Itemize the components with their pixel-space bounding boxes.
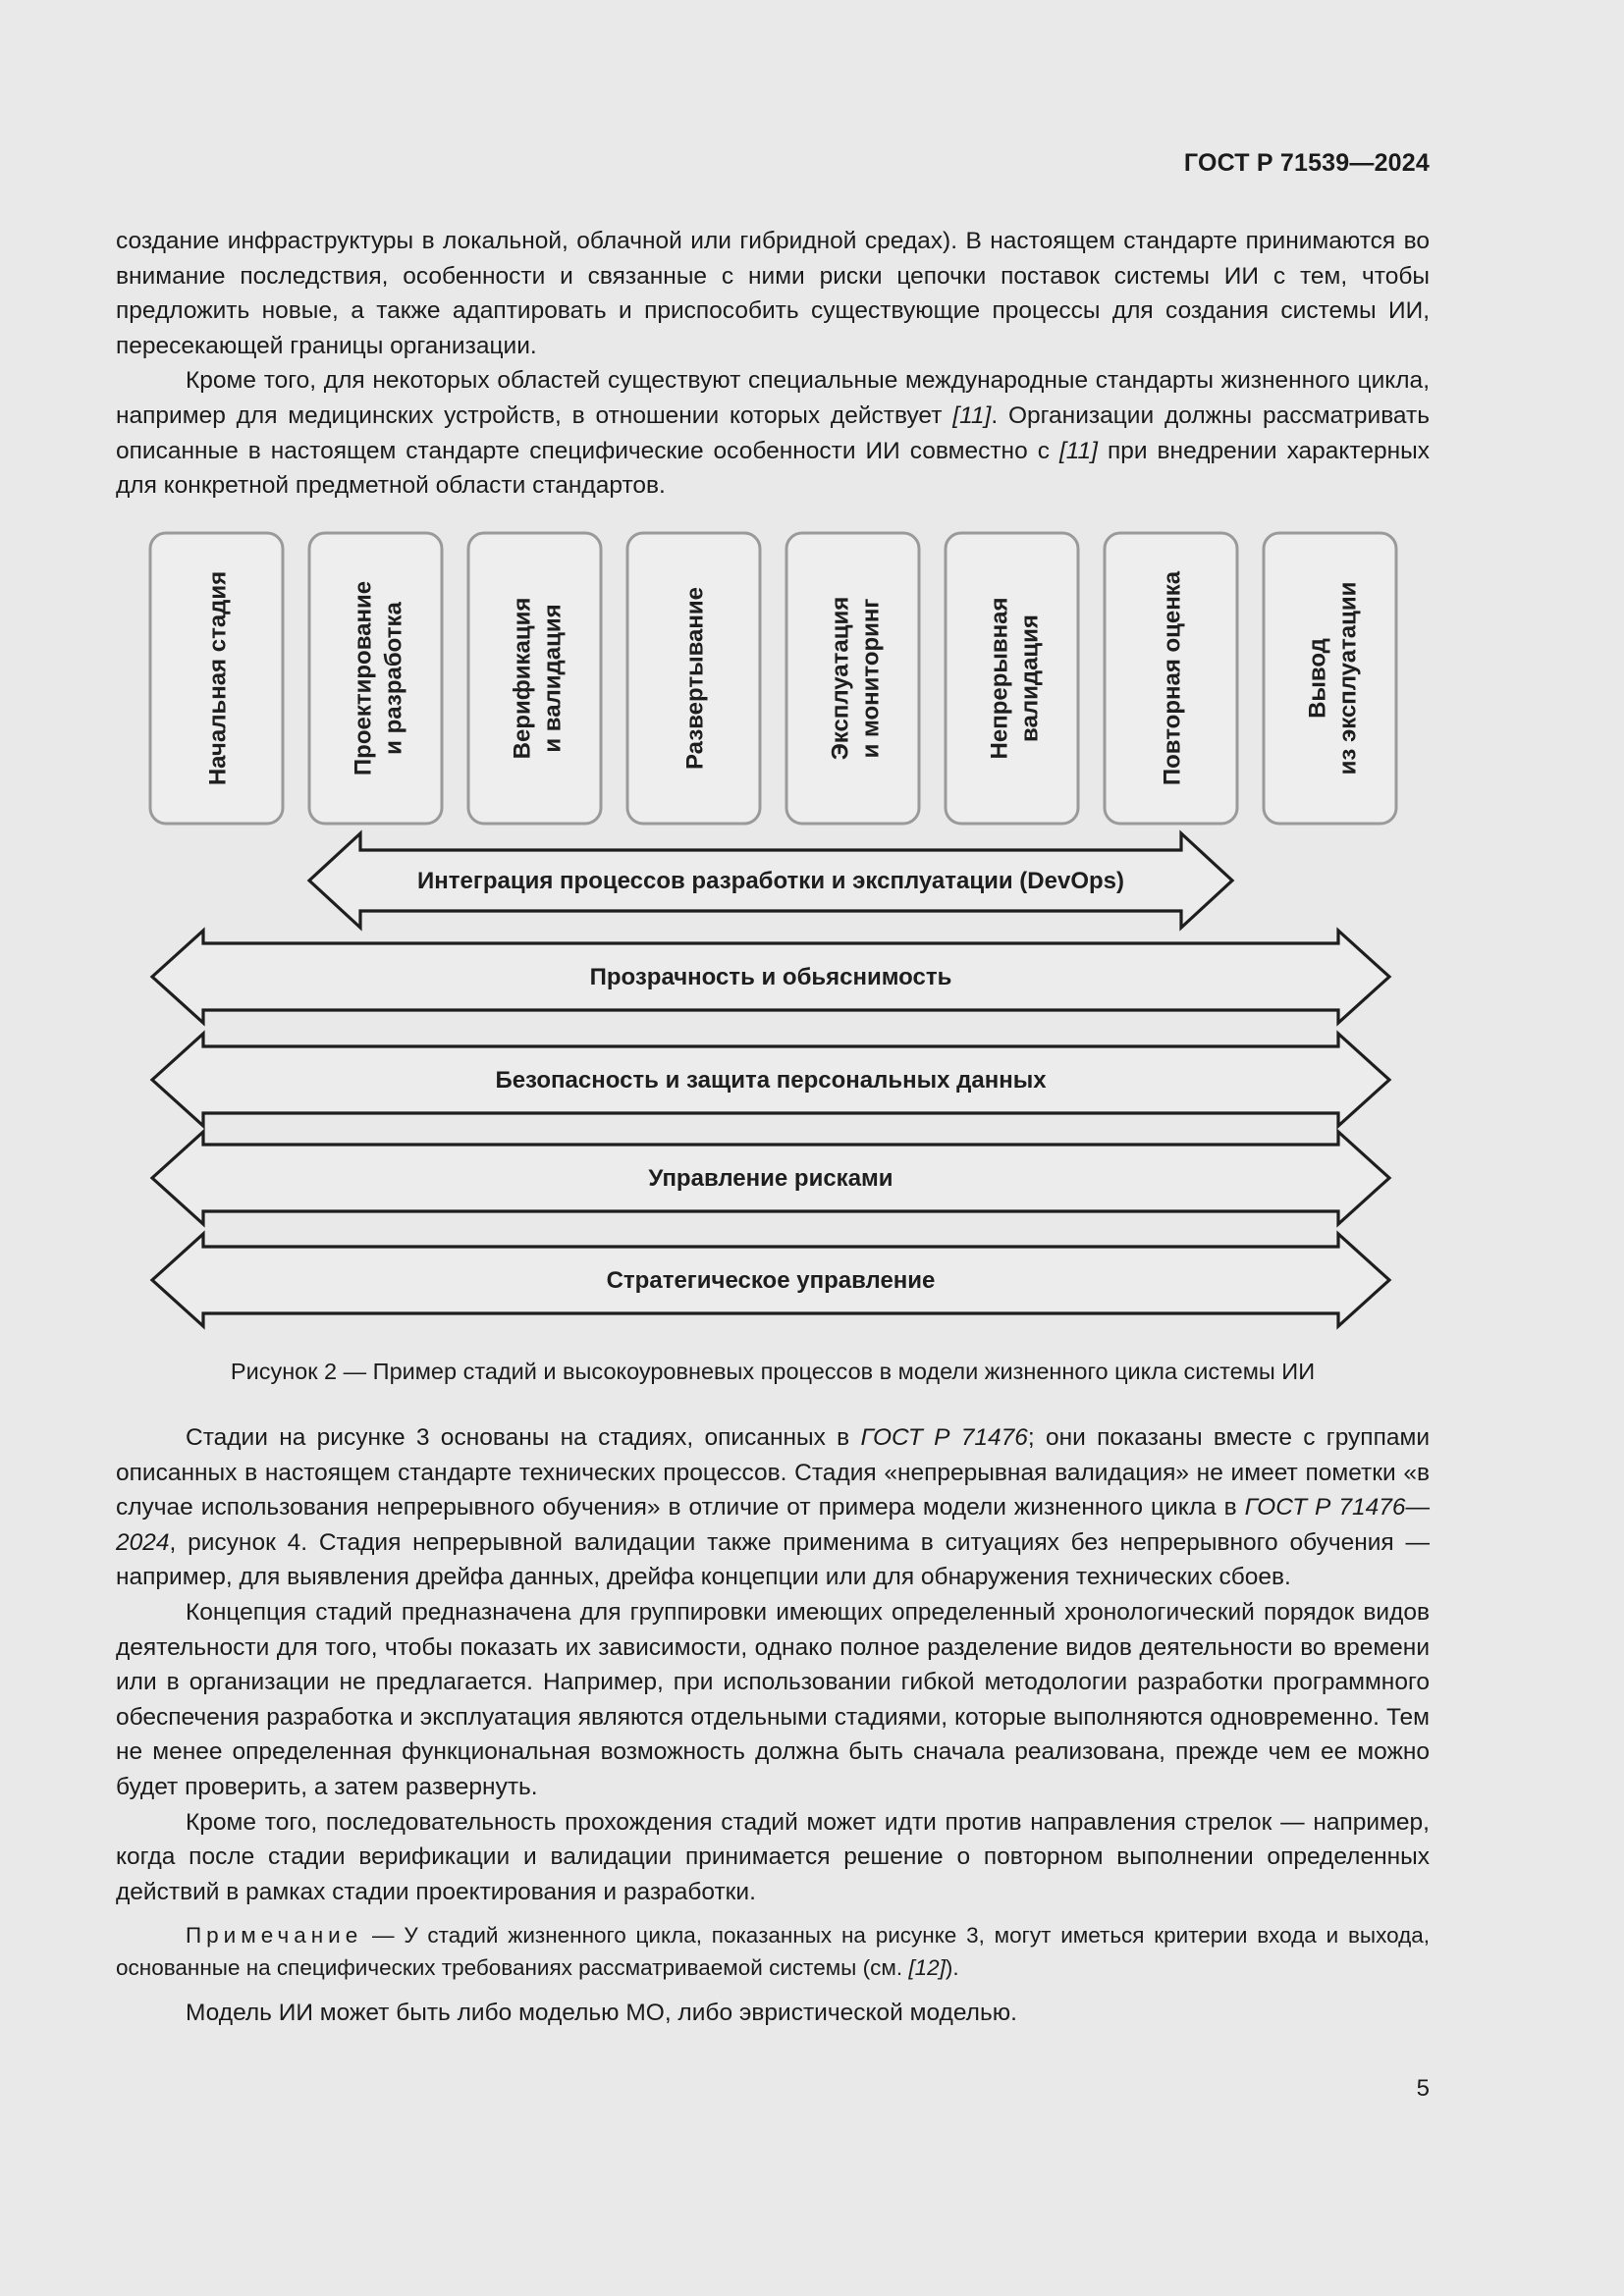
text-run: ). <box>945 1955 959 1981</box>
stage-label-line: из эксплуатации <box>1334 581 1362 775</box>
paragraph-concept: Концепция стадий предназначена для группировки имеющих определенный хронологический порядок видов деятельности для того, чтобы показать их зависимости, однако полное разделение видов деятельности во времени или в организации не предлагается. Например, при использовании гибкой методологии разработки программного обеспечения разработка и эксплуатация являются отдельными стадиями, которые выполняются одновременно. Тем не менее определенная функциональная возможность должна быть сначала реализована, прежде чем ее можно будет проверить, а затем развернуть. <box>116 1598 1430 1800</box>
paragraph-sequence: Кроме того, последовательность прохождения стадий может идти против направления стрелок — например, когда после стадии верификации и валидации принимается решение о повторном выполнении определенных действий в рамках стадии проектирования и разработки. <box>116 1808 1430 1905</box>
process-band-arrow <box>152 1132 1389 1224</box>
stage-box <box>1105 533 1237 824</box>
text-run: Стадии на рисунке 3 основаны на стадиях, описанных в <box>186 1424 861 1451</box>
text-run: . Организации должны рассматривать описанные в настоящем стандарте специфические особенности ИИ совместно с <box>116 401 1431 464</box>
process-band-arrow <box>152 1034 1389 1126</box>
stage-label-line: и разработка <box>380 602 407 755</box>
standard-reference: ГОСТ Р 71476 <box>860 1424 1028 1451</box>
stage-label-line: Непрерывная <box>986 597 1013 760</box>
stage-box <box>1264 533 1396 824</box>
stage-label-line: и мониторинг <box>857 598 885 759</box>
band-label: Управление рисками <box>648 1165 893 1192</box>
stage-boxes <box>150 533 1396 824</box>
process-band-arrow <box>152 931 1389 1023</box>
stage-label-line: Вывод <box>1304 638 1331 719</box>
stage-label <box>1160 570 1186 785</box>
process-band-arrow <box>309 833 1232 928</box>
paragraph-intro-1: создание инфраструктуры в локальной, облачной или гибридной средах). В настоящем стандарте принимаются во внимание последствия, особенности и связанные с ними риски цепочки поставок системы ИИ с тем, чтобы предложить новые, а также адаптировать и приспособить существующие процессы для создания системы ИИ, пересекающей границы организации. <box>116 228 1430 359</box>
band-label: Безопасность и защита персональных данных <box>495 1067 1047 1094</box>
text-run: — У стадий жизненного цикла, показанных на рисунке 3, могут иметься критерии входа и выхода, основанные на специфических требованиях рассматриваемой системы (см. <box>116 1923 1430 1981</box>
stage-label-line: Повторная оценка <box>1159 570 1186 786</box>
standard-reference: ГОСТ Р 71476—2024 <box>116 1494 1431 1556</box>
process-bands <box>152 833 1389 1326</box>
document-code: ГОСТ Р 71539—2024 <box>1183 149 1430 177</box>
page-number: 5 <box>1416 2075 1430 2102</box>
stage-label-line: валидация <box>1016 614 1044 742</box>
process-band-arrow <box>152 1234 1389 1326</box>
stage-box <box>946 533 1078 824</box>
stage-box <box>468 533 601 824</box>
stage-label <box>682 587 709 770</box>
band-label: Прозрачность и обьяснимость <box>589 964 952 990</box>
reference-link: [12] <box>908 1955 946 1981</box>
reference-link: [11] <box>952 401 992 429</box>
paragraph-model: Модель ИИ может быть либо моделью МО, либо эвристической моделью. <box>186 2000 1017 2027</box>
stage-label-line: Начальная стадия <box>204 570 232 786</box>
stage-label-line: Проектирование <box>350 580 377 776</box>
body-text <box>116 1420 1430 2031</box>
stage-box <box>627 533 760 824</box>
text-run: при внедрении характерных для конкретной предметной области стандартов. <box>116 437 1431 500</box>
stage-box <box>309 533 442 824</box>
stage-label-line: и валидация <box>539 604 567 753</box>
band-label: Интеграция процессов разработки и эксплуатации (DevOps) <box>417 868 1124 894</box>
stage-label-line: Развертывание <box>681 586 709 771</box>
stage-box <box>786 533 919 824</box>
paragraph-stages <box>116 1420 1430 1595</box>
stage-label-line: Эксплуатация <box>827 596 854 761</box>
band-label: Стратегическое управление <box>606 1267 936 1294</box>
stage-label-line: Верификация <box>509 597 536 760</box>
stage-label <box>205 571 232 785</box>
note-label: Примечание <box>186 1923 363 1949</box>
reference-link: [11] <box>1058 437 1098 464</box>
text-run: ; они показаны вместе с группами описанных в настоящем стандарте технических процессов. Стадия «непрерывная валидация» не имеет пометки «в случае использования непрерывного обучения» в отличие от примера модели жизненного цикла в <box>116 1424 1430 1522</box>
note <box>116 1919 1430 1984</box>
text-run: , рисунок 4. Стадия непрерывной валидации также применима в ситуациях без непрерывного обучения — например, для выявления дрейфа данных, дрейфа концепции или для обнаружения технических сбоев. <box>116 1528 1430 1591</box>
figure-caption: Рисунок 2 — Пример стадий и высокоуровневых процессов в модели жизненного цикла системы ИИ <box>230 1359 1316 1384</box>
stage-box <box>150 533 283 824</box>
text-run: Кроме того, для некоторых областей существуют специальные международные стандарты жизненного цикла, например для медицинских устройств, в отношении которых действует <box>116 367 1430 429</box>
